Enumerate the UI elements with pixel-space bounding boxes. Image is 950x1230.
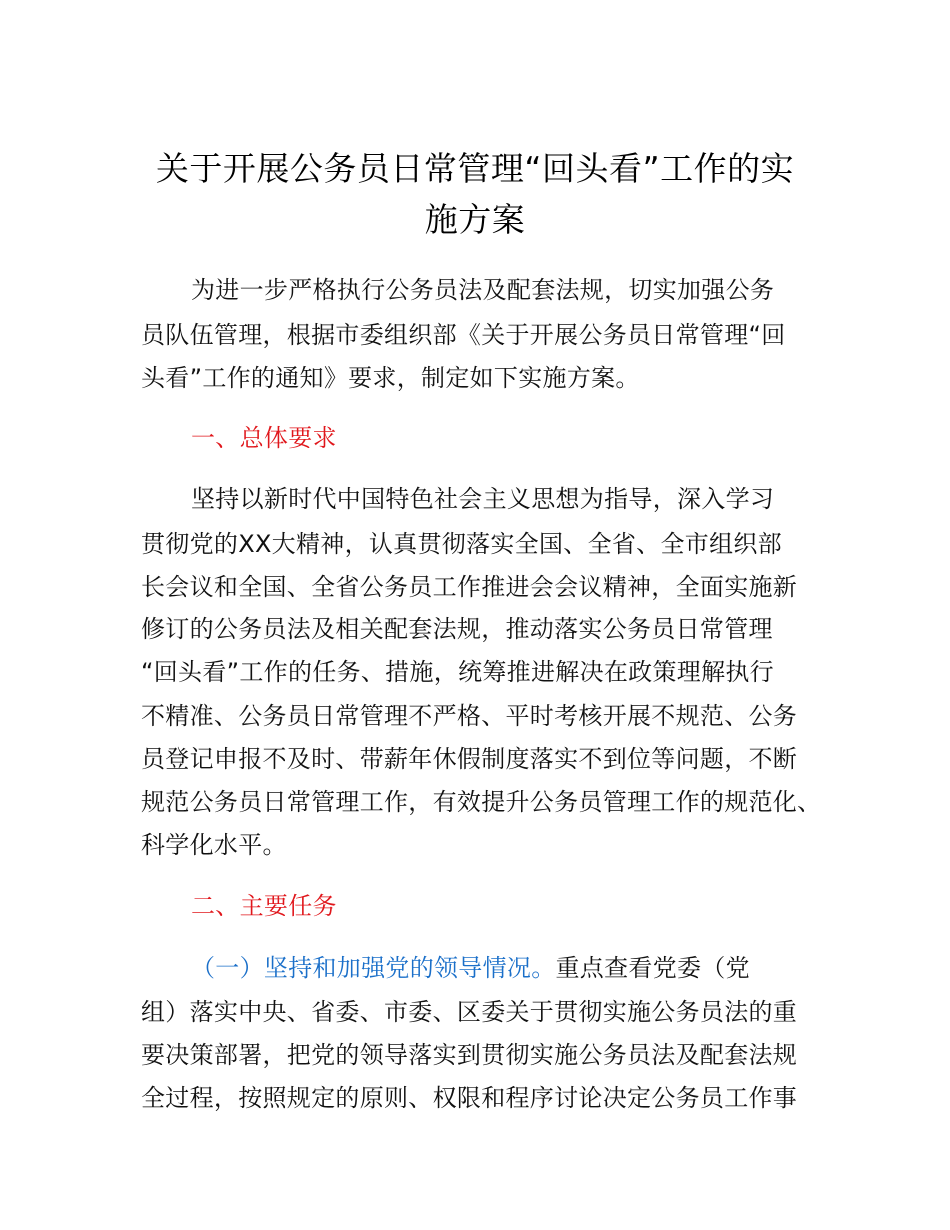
section-1-line-4: 修订的公务员法及相关配套法规，推动落实公务员日常管理: [141, 615, 773, 643]
subsection-1-heading: （一）坚持和加强党的领导情况。: [191, 954, 556, 982]
section-1-line-2: 贯彻党的XX大精神，认真贯彻落实全国、全省、全市组织部: [141, 530, 782, 558]
section-1-line-1: 坚持以新时代中国特色社会主义思想为指导，深入学习: [191, 485, 775, 513]
subsection-1-line-2: 组）落实中央、省委、市委、区委关于贯彻实施公务员法的重: [141, 998, 798, 1026]
section-1-line-6: 不精准、公务员日常管理不严格、平时考核开展不规范、公务: [141, 702, 798, 730]
section-1-line-3: 长会议和全国、全省公务员工作推进会会议精神，全面实施新: [141, 573, 798, 601]
section-2-heading: 二、主要任务: [191, 892, 337, 920]
subsection-1-lead-text: 重点查看党委（党: [555, 954, 750, 982]
intro-line-3: 头看”工作的通知》要求，制定如下实施方案。: [141, 364, 640, 392]
subsection-1-line-3: 要决策部署，把党的领导落实到贯彻实施公务员法及配套法规: [141, 1041, 798, 1069]
document-title-line-2: 施方案: [424, 200, 526, 239]
section-1-line-5: “回头看”工作的任务、措施，统筹推进解决在政策理解执行: [141, 658, 774, 686]
section-1-line-9: 科学化水平。: [141, 831, 287, 859]
subsection-1-line-4: 全过程，按照规定的原则、权限和程序讨论决定公务员工作事: [141, 1084, 798, 1112]
subsection-1-first-line: [191, 951, 891, 985]
section-1-line-7: 员登记申报不及时、带薪年休假制度落实不到位等问题，不断: [141, 745, 798, 773]
intro-line-1: 为进一步严格执行公务员法及配套法规，切实加强公务: [191, 276, 775, 304]
document-title-line-1: 关于开展公务员日常管理“回头看”工作的实: [155, 149, 795, 188]
section-1-heading: 一、总体要求: [191, 424, 337, 452]
intro-line-2: 员队伍管理，根据市委组织部《关于开展公务员日常管理“回: [141, 321, 786, 349]
section-1-line-8: 规范公务员日常管理工作，有效提升公务员管理工作的规范化、: [141, 788, 822, 816]
